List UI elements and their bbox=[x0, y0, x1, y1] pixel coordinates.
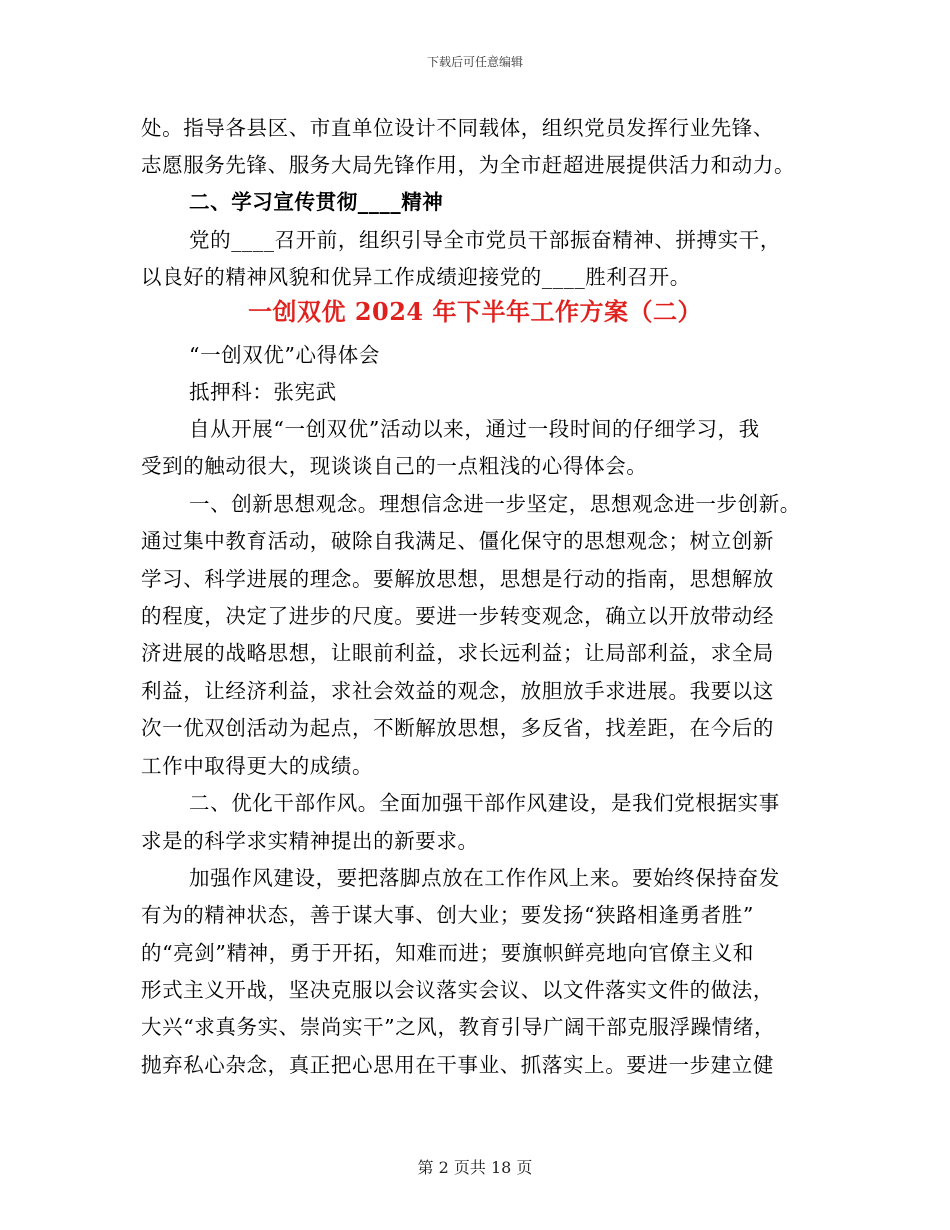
document-title: 一创双优 2024 年下半年工作方案（二） bbox=[247, 297, 702, 326]
body-line: 党的____召开前，组织引导全市党员干部振奋精神、拼搏实干， bbox=[189, 228, 781, 252]
body-line: 次一优双创活动为起点，不断解放思想，多反省，找差距，在今后的 bbox=[141, 716, 774, 740]
body-line: 以良好的精神风貌和优异工作成绩迎接党的____胜利召开。 bbox=[141, 265, 691, 289]
body-line: 自从开展“一创双优”活动以来，通过一段时间的仔细学习，我 bbox=[189, 417, 760, 441]
body-line: 求是的科学求实精神提出的新要求。 bbox=[141, 829, 479, 853]
body-line: 学习、科学进展的理念。要解放思想，思想是行动的指南，思想解放 bbox=[141, 567, 774, 591]
page-header: 下载后可任意编辑 bbox=[426, 55, 523, 69]
body-line: 二、优化干部作风。全面加强干部作风建设，是我们党根据实事 bbox=[189, 791, 780, 815]
body-line: 处。指导各县区、市直单位设计不同载体，组织党员发挥行业先锋、 bbox=[141, 116, 774, 140]
body-line: 抛弃私心杂念，真正把心思用在干事业、抓落实上。要进一步建立健 bbox=[141, 1053, 774, 1077]
body-line: “一创双优”心得体会 bbox=[189, 343, 380, 367]
author-line: 抵押科：张宪武 bbox=[189, 380, 337, 404]
body-line: 济进展的战略思想，让眼前利益，求长远利益；让局部利益，求全局 bbox=[141, 641, 774, 665]
body-line: 工作中取得更大的成绩。 bbox=[141, 754, 374, 778]
body-line: 形式主义开战，坚决克服以会议落实会议、以文件落实文件的做法， bbox=[141, 978, 774, 1002]
page-number: 第 2 页共 18 页 bbox=[417, 1158, 533, 1177]
body-line: 有为的精神状态，善于谋大事、创大业；要发扬“狭路相逢勇者胜” bbox=[141, 903, 754, 927]
body-line: 利益，让经济利益，求社会效益的观念，放胆放手求进展。我要以这 bbox=[141, 679, 774, 703]
body-line: 志愿服务先锋、服务大局先锋作用，为全市赶超进展提供活力和动力。 bbox=[141, 153, 796, 177]
body-line: 的“亮剑”精神，勇于开拓，知难而进；要旗帜鲜亮地向官僚主义和 bbox=[141, 941, 754, 965]
body-line: 一、创新思想观念。理想信念进一步坚定，思想观念进一步创新。 bbox=[189, 492, 801, 516]
body-line: 大兴“求真务实、崇尚实干”之风，教育引导广阔干部克服浮躁情绪， bbox=[141, 1015, 776, 1039]
body-line: 加强作风建设，要把落脚点放在工作作风上来。要始终保持奋发 bbox=[189, 866, 780, 890]
section-heading: 二、学习宣传贯彻____精神 bbox=[189, 190, 444, 214]
body-line: 的程度，决定了进步的尺度。要进一步转变观念，确立以开放带动经 bbox=[141, 604, 774, 628]
body-line: 通过集中教育活动，破除自我满足、僵化保守的思想观念；树立创新 bbox=[141, 529, 774, 553]
body-line: 受到的触动很大，现谈谈自己的一点粗浅的心得体会。 bbox=[141, 454, 648, 478]
